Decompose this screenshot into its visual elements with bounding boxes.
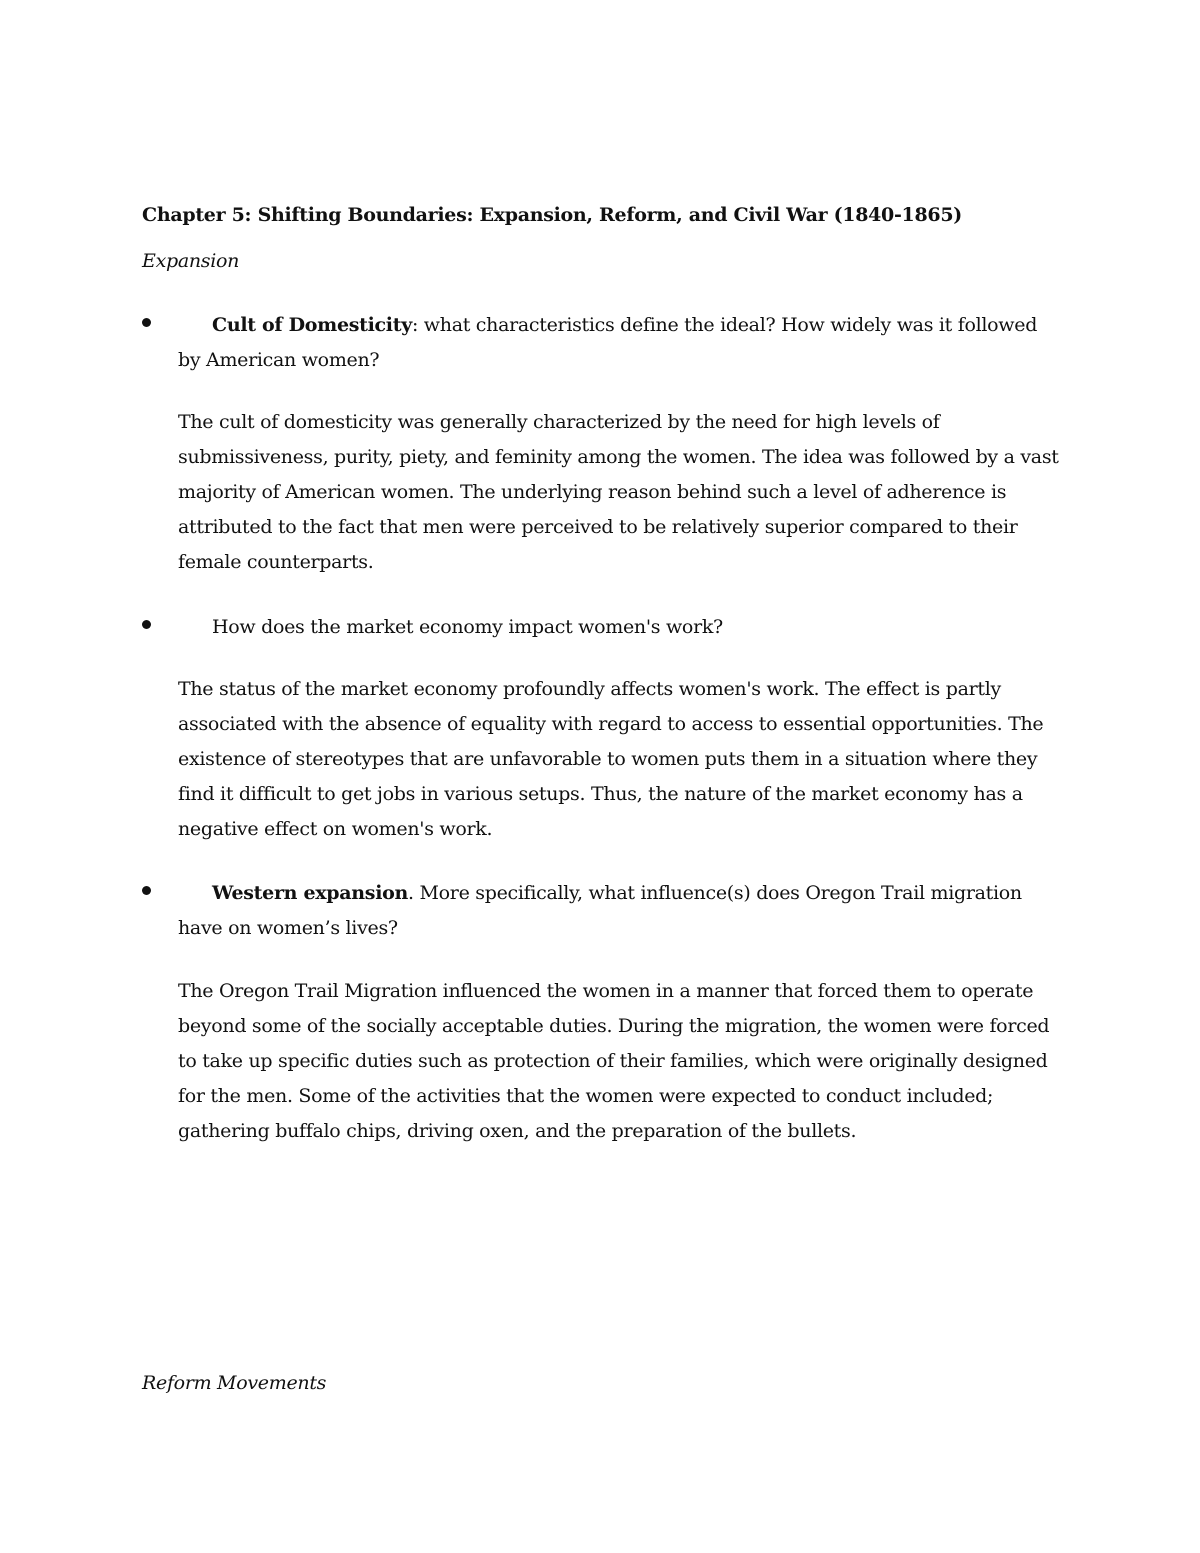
answer-paragraph: The Oregon Trail Migration influenced the women in a manner that forced them to operate beyond some of the socially acceptable duties. During the migration, the women were forced to take up specific duties such as protection of their families, which were originally designed for the men. Some of the activities that the women were expected to conduct included; gathering buffalo chips, driving oxen, and the preparation of the bullets.: [178, 980, 1050, 1142]
question-item-western-expansion: [142, 876, 1062, 946]
question-rest: : what characteristics define the ideal? How widely was it followed by American women?: [178, 314, 1038, 371]
question-term: Cult of Domesticity: [212, 314, 412, 336]
section-heading-reform-movements: Reform Movements: [142, 1372, 327, 1394]
answer-paragraph: The status of the market economy profoundly affects women's work. The effect is partly associated with the absence of equality with regard to access to essential opportunities. The existence of stereotypes that are unfavorable to women puts them in a situation where they find it difficult to get jobs in various setups. Thus, the nature of the market economy has a negative effect on women's work.: [178, 678, 1044, 840]
question-text: [178, 876, 1062, 946]
question-text: [178, 610, 1062, 645]
bullet-icon: [142, 886, 151, 895]
question-rest: . More specifically, what influence(s) does Oregon Trail migration have on women’s lives?: [178, 882, 1022, 939]
question-item-market-economy: [142, 610, 1062, 645]
chapter-title: Chapter 5: Shifting Boundaries: Expansion, Reform, and Civil War (1840-1865): [142, 204, 962, 226]
bullet-icon: [142, 318, 151, 327]
question-term: Western expansion: [212, 882, 409, 904]
question-text: [178, 308, 1062, 378]
answer-paragraph: The cult of domesticity was generally characterized by the need for high levels of submissiveness, purity, piety, and feminity among the women. The idea was followed by a vast majority of American women. The underlying reason behind such a level of adherence is attributed to the fact that men were perceived to be relatively superior compared to their female counterparts.: [178, 411, 1059, 573]
question-rest: How does the market economy impact women's work?: [212, 616, 723, 638]
bullet-icon: [142, 620, 151, 629]
question-item-cult-of-domesticity: [142, 308, 1062, 378]
section-heading-expansion: Expansion: [142, 250, 240, 272]
